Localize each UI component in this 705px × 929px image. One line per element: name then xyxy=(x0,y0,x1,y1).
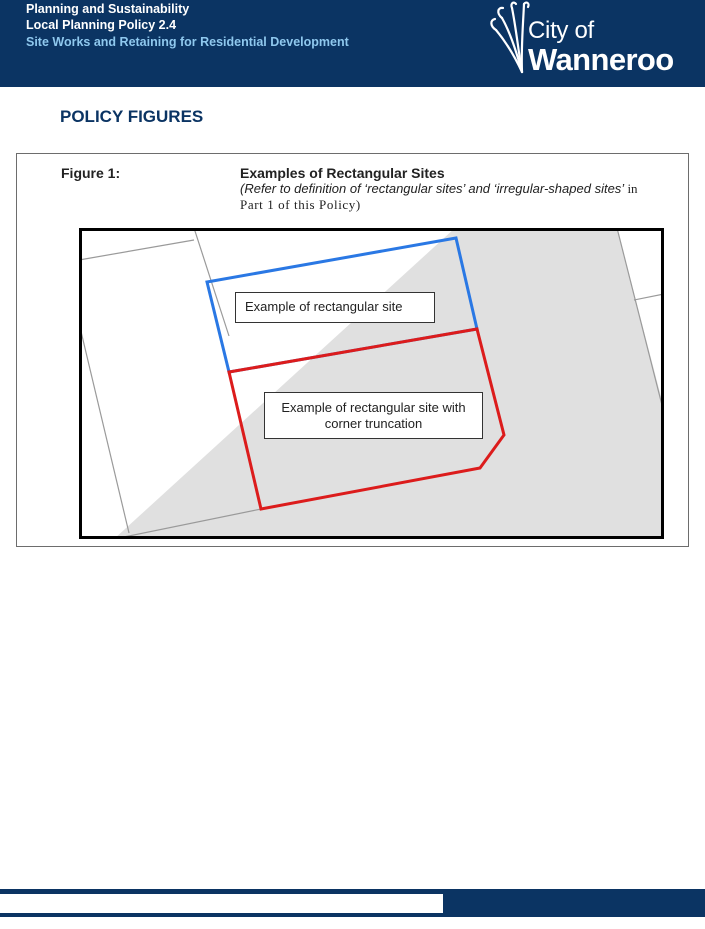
figure-note-tail: in xyxy=(624,181,638,196)
figure-note-line-2: Part 1 of this Policy) xyxy=(240,197,361,212)
policy-title: Site Works and Retaining for Residential Development xyxy=(26,35,349,49)
site-diagram xyxy=(79,228,664,539)
figure-note-line-1 xyxy=(240,181,638,197)
figure-label: Figure 1: xyxy=(61,165,121,181)
figure-title: Examples of Rectangular Sites xyxy=(240,165,445,181)
logo-city-text: City of xyxy=(528,17,594,44)
policy-number: Local Planning Policy 2.4 xyxy=(26,18,177,32)
callout-corner-truncation: Example of rectangular site with corner truncation xyxy=(264,392,483,439)
footer-white-band xyxy=(0,894,443,913)
figure-note-italic: (Refer to definition of ‘rectangular sites’ and ‘irregular-shaped sites’ xyxy=(240,181,625,196)
section-title: POLICY FIGURES xyxy=(60,107,204,126)
logo-wanneroo-text: Wanneroo xyxy=(528,42,674,77)
department-name: Planning and Sustainability xyxy=(26,2,190,16)
callout-rectangular-site: Example of rectangular site xyxy=(235,292,435,323)
